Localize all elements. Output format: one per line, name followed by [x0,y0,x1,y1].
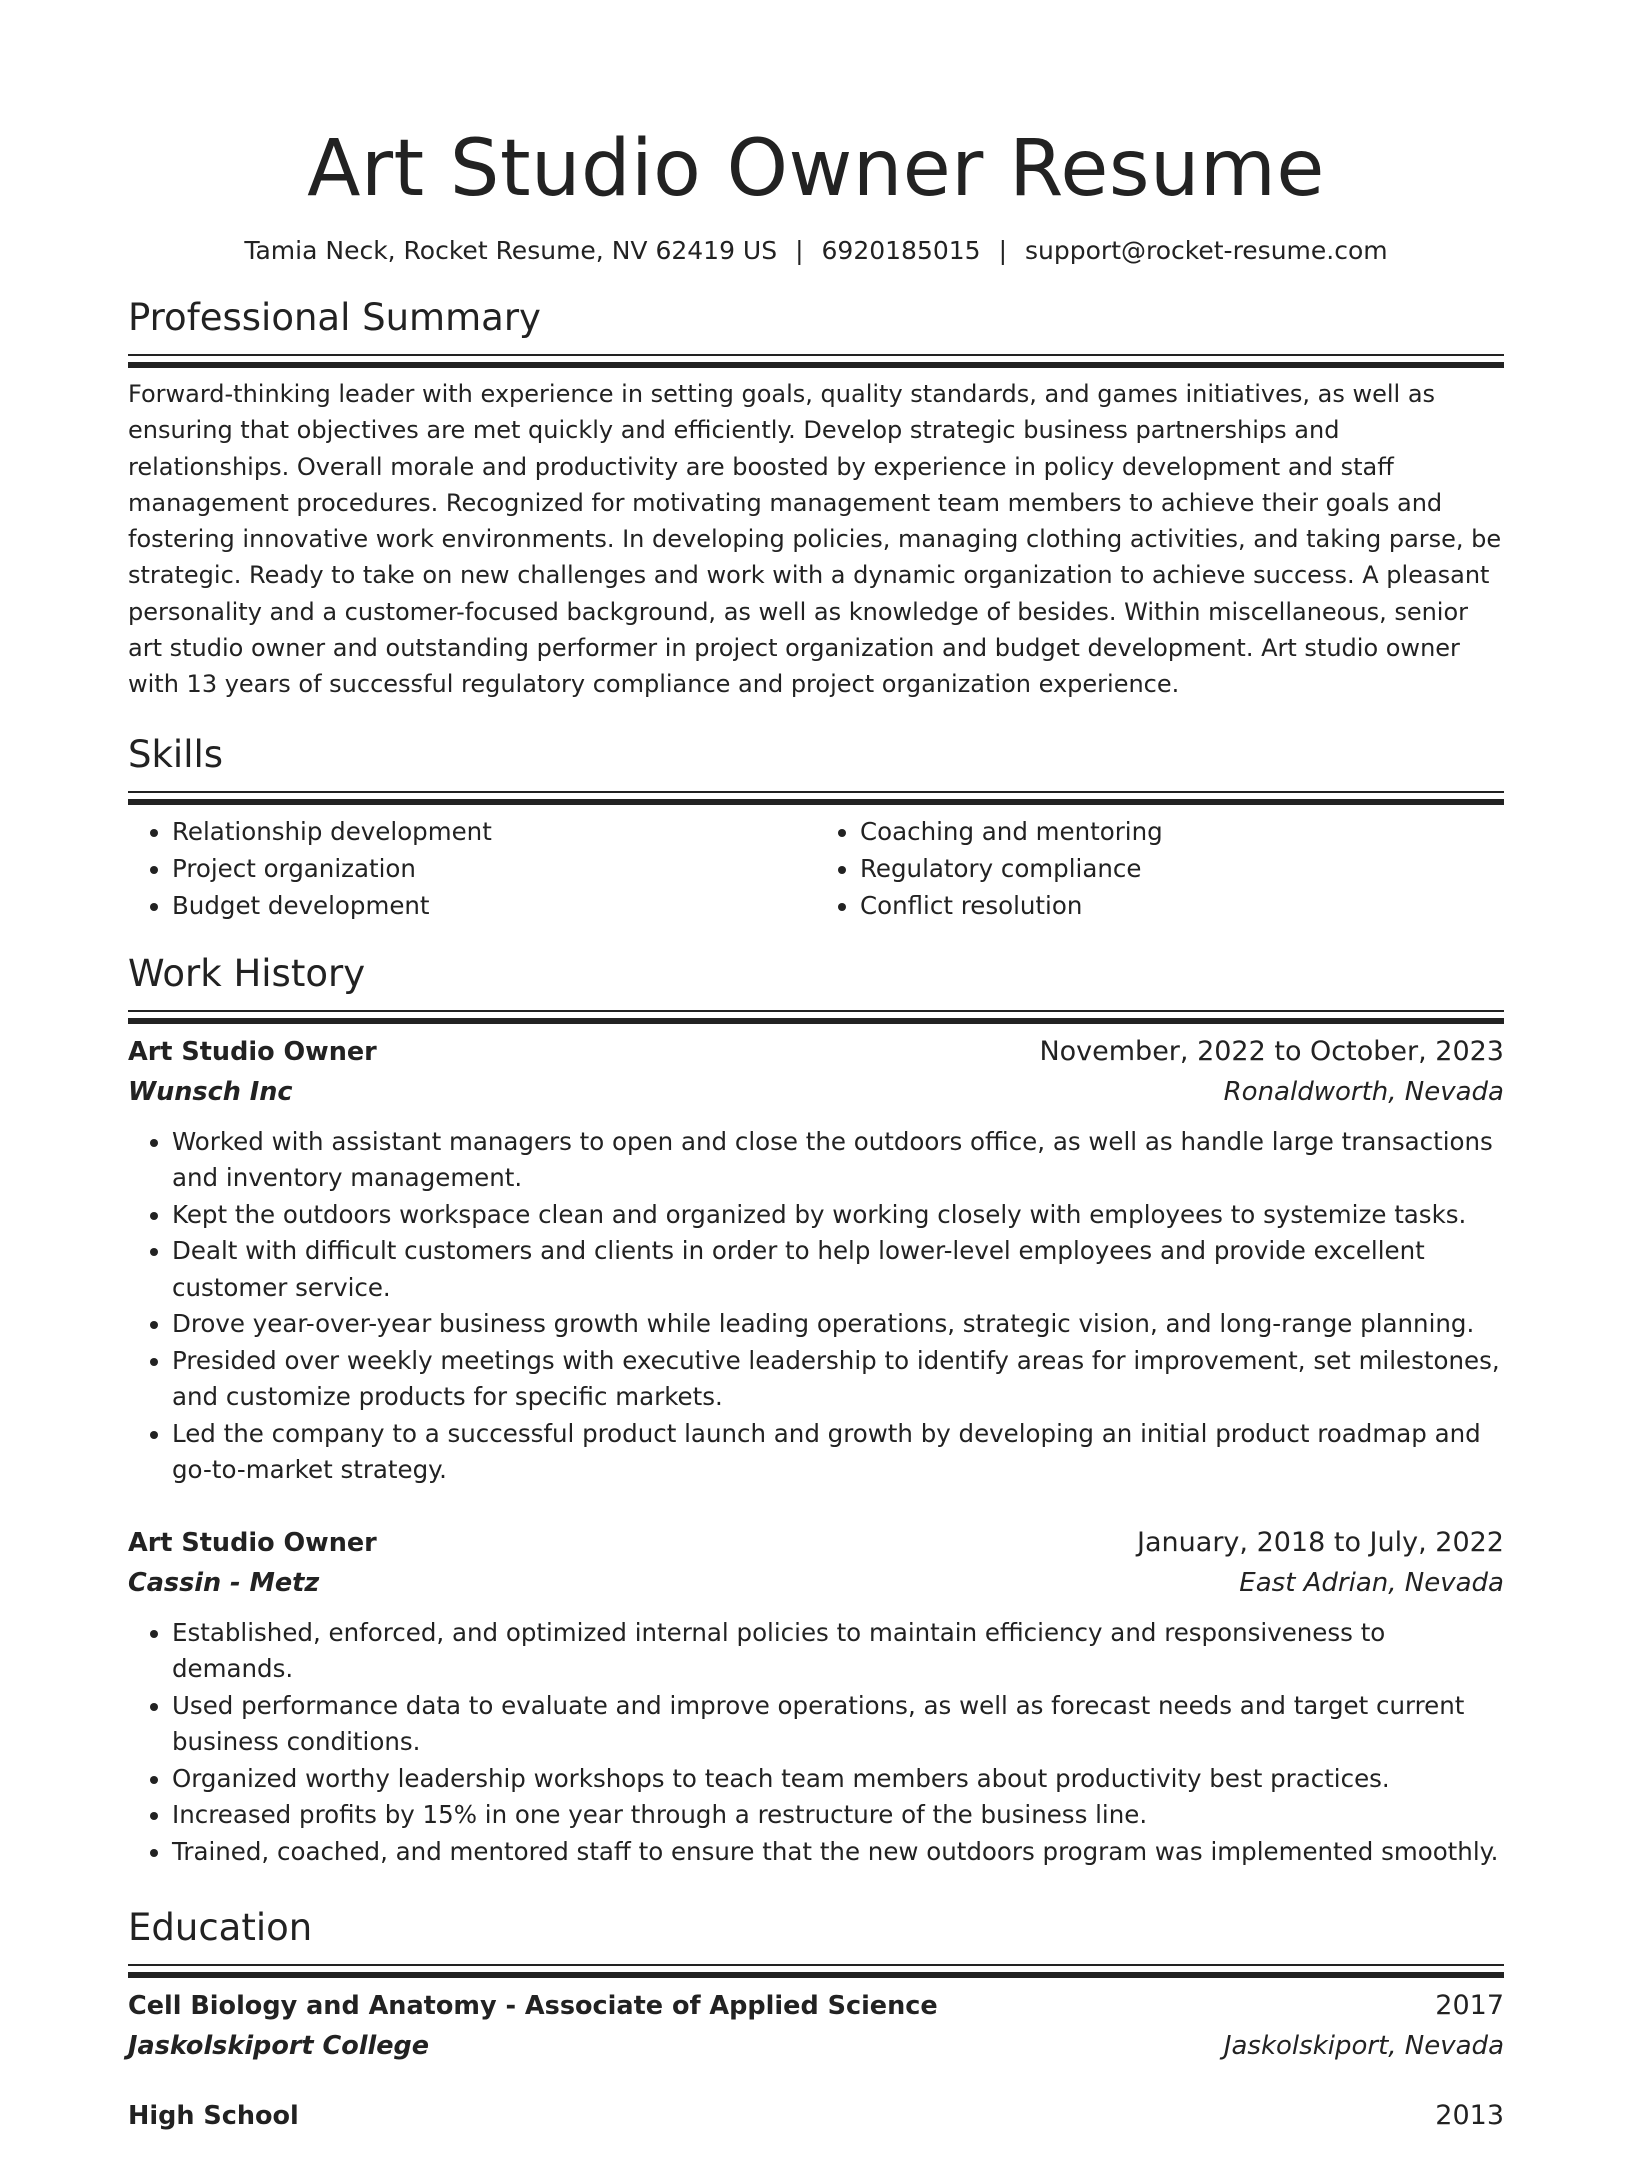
section-heading-work: Work History [128,951,366,995]
job-bullet: • Established, enforced, and optimized internal policies to maintain efficiency and responsiveness to demands. [172,1615,1504,1688]
job-location: East Adrian, Nevada [1239,1567,1504,1598]
skills-grid [128,813,1504,924]
skill-item: • Project organization [172,850,816,887]
job-bullets [128,1124,1504,1489]
job-title: Art Studio Owner [128,1527,377,1558]
job-bullet: • Presided over weekly meetings with executive leadership to identify areas for improvement, set milestones, and customize products for specific markets. [172,1343,1504,1416]
education-degree: Cell Biology and Anatomy - Associate of Applied Science [128,1991,938,2022]
section-heading-summary: Professional Summary [128,296,541,339]
skills-section [128,731,1504,924]
contact-phone: 6920185015 [821,236,981,265]
education-degree: High School [128,2101,299,2132]
job-bullet: • Kept the outdoors workspace clean and organized by working closely with employees to systemize tasks. [172,1197,1504,1234]
job-company-row [128,1072,1504,1112]
section-divider [128,1010,1504,1012]
resume-page [128,0,1504,2166]
job-dates: January, 2018 to July, 2022 [1137,1526,1504,1558]
job-company: Wunsch Inc [128,1076,293,1107]
skill-item: • Regulatory compliance [860,850,1504,887]
education-location: Jaskolskiport, Nevada [1223,2031,1504,2062]
education-year: 2013 [1435,2100,1504,2132]
job-bullet: • Led the company to a successful product launch and growth by developing an initial product roadmap and go-to-market strategy. [172,1416,1504,1489]
page-title: Art Studio Owner Resume [307,124,1325,214]
job-location: Ronaldworth, Nevada [1223,1076,1504,1107]
job-bullet: • Worked with assistant managers to open and close the outdoors office, as well as handle large transactions and inventory management. [172,1124,1504,1197]
education-header-row [128,2096,1504,2136]
skill-item: • Coaching and mentoring [860,813,1504,850]
section-heading-skills: Skills [128,732,224,776]
education-school-row [128,2026,1504,2066]
skill-item: • Budget development [172,887,816,924]
section-divider [128,791,1504,793]
job-bullet: • Organized worthy leadership workshops to teach team members about productivity best practices. [172,1761,1504,1798]
contact-email[interactable]: support@rocket-resume.com [1025,236,1388,265]
skills-list-left [128,813,816,924]
job-bullet: • Increased profits by 15% in one year through a restructure of the business line. [172,1797,1504,1834]
job-entry [128,1523,1504,1871]
job-company-row [128,1563,1504,1603]
skill-item: • Relationship development [172,813,816,850]
job-bullets [128,1615,1504,1871]
job-entry [128,1032,1504,1489]
summary-section [128,294,1504,703]
job-bullet: • Drove year-over-year business growth while leading operations, strategic vision, and long-range planning. [172,1306,1504,1343]
education-year: 2017 [1435,1990,1504,2022]
job-bullet: • Dealt with difficult customers and clients in order to help lower-level employees and provide excellent customer service. [172,1233,1504,1306]
education-header-row [128,1986,1504,2026]
section-divider [128,1964,1504,1966]
job-bullet: • Trained, coached, and mentored staff to ensure that the new outdoors program was implemented smoothly. [172,1834,1504,1871]
contact-line [128,234,1504,268]
job-bullet: • Used performance data to evaluate and improve operations, as well as forecast needs and target current business conditions. [172,1688,1504,1761]
section-heading-education: Education [128,1906,313,1950]
section-divider [128,354,1504,356]
contact-separator: | [795,236,804,265]
job-header-row [128,1523,1504,1563]
job-header-row [128,1032,1504,1072]
summary-text: Forward-thinking leader with experience in setting goals, quality standards, and games initiatives, as well as ensuring that objectives are met quickly and efficiently. Develop strategic business partnerships and relationships. Overall morale and productivity are boosted by experience in policy development and staff management procedures. Recognized for motivating management team members to achieve their goals and fostering innovative work environments. In developing policies, managing clothing activities, and taking parse, be strategic. Ready to take on new challenges and work with a dynamic organization to achieve success. A pleasant personality and a customer-focused background, as well as knowledge of besides. Within miscellaneous, senior art studio owner and outstanding performer in project organization and budget development. Art studio owner with 13 years of successful regulatory compliance and project organization experience. [128,380,1502,699]
education-section [128,1904,1504,2136]
job-company: Cassin - Metz [128,1567,320,1598]
skills-list-right [816,813,1504,924]
job-dates: November, 2022 to October, 2023 [1039,1035,1504,1067]
education-school: Jaskolskiport College [128,2031,430,2062]
education-entry [128,1986,1504,2066]
contact-separator: | [998,236,1008,265]
work-history-section [128,950,1504,1871]
skill-item: • Conflict resolution [860,887,1504,924]
job-title: Art Studio Owner [128,1036,377,1067]
contact-address: Tamia Neck, Rocket Resume, NV 62419 US [244,236,778,265]
education-entry [128,2096,1504,2136]
